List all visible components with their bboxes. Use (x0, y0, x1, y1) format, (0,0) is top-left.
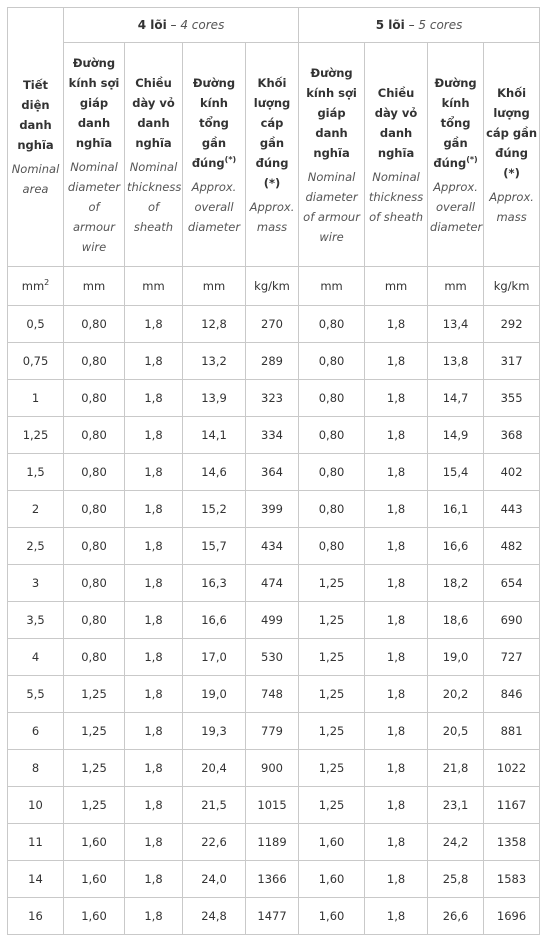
value-cell: 1,8 (125, 824, 183, 861)
value-cell: 1,25 (299, 787, 365, 824)
value-cell: 881 (484, 713, 540, 750)
c5-overall-vi-label: Đường kính tổng gần đúng(*) (433, 75, 478, 170)
unit-cell: kg/km (484, 267, 540, 306)
value-cell: 1,8 (365, 676, 428, 713)
value-cell: 0,80 (64, 306, 125, 343)
nominal-area-cell: 11 (8, 824, 64, 861)
value-cell: 1696 (484, 898, 540, 935)
value-cell: 19,3 (183, 713, 246, 750)
value-cell: 16,1 (428, 491, 484, 528)
value-cell: 14,7 (428, 380, 484, 417)
nominal-area-en-label: Nominal area (11, 162, 60, 196)
value-cell: 1,8 (125, 676, 183, 713)
value-cell: 1,8 (125, 750, 183, 787)
value-cell: 368 (484, 417, 540, 454)
value-cell: 1,8 (365, 639, 428, 676)
value-cell: 434 (246, 528, 299, 565)
value-cell: 900 (246, 750, 299, 787)
nominal-area-vi-label: Tiết diện danh nghĩa (17, 78, 54, 152)
value-cell: 26,6 (428, 898, 484, 935)
value-cell: 0,80 (64, 602, 125, 639)
value-cell: 18,2 (428, 565, 484, 602)
value-cell: 14,9 (428, 417, 484, 454)
units-row (8, 267, 540, 306)
value-cell: 1,8 (365, 417, 428, 454)
value-cell: 1,60 (299, 898, 365, 935)
value-cell: 15,7 (183, 528, 246, 565)
nominal-area-cell: 3 (8, 565, 64, 602)
value-cell: 1,8 (365, 343, 428, 380)
value-cell: 22,6 (183, 824, 246, 861)
value-cell: 779 (246, 713, 299, 750)
value-cell: 499 (246, 602, 299, 639)
value-cell: 1,25 (299, 676, 365, 713)
unit-cell: mm (125, 267, 183, 306)
nominal-area-cell: 1,5 (8, 454, 64, 491)
unit-area (8, 267, 64, 306)
nominal-area-cell: 2 (8, 491, 64, 528)
table-row (8, 380, 540, 417)
nominal-area-cell: 0,5 (8, 306, 64, 343)
c4-mass-vi-label: Khối lượng cáp gần đúng (*) (253, 75, 291, 190)
value-cell: 15,2 (183, 491, 246, 528)
unit-area-base: mm (21, 279, 45, 293)
value-cell: 748 (246, 676, 299, 713)
five-core-en: 5 cores (418, 18, 463, 32)
value-cell: 0,80 (64, 491, 125, 528)
c5-armour-diameter-header (299, 43, 365, 267)
value-cell: 292 (484, 306, 540, 343)
table-row (8, 676, 540, 713)
value-cell: 0,80 (64, 565, 125, 602)
nominal-area-cell: 8 (8, 750, 64, 787)
value-cell: 24,2 (428, 824, 484, 861)
value-cell: 1,8 (365, 861, 428, 898)
value-cell: 1,8 (125, 343, 183, 380)
cable-spec-table (7, 7, 540, 935)
value-cell: 1,8 (125, 380, 183, 417)
value-cell: 399 (246, 491, 299, 528)
value-cell: 1,60 (64, 824, 125, 861)
value-cell: 1,25 (299, 639, 365, 676)
value-cell: 1,60 (64, 898, 125, 935)
value-cell: 0,80 (64, 454, 125, 491)
value-cell: 1,8 (125, 861, 183, 898)
value-cell: 1,8 (125, 306, 183, 343)
table-row (8, 306, 540, 343)
nominal-area-cell: 14 (8, 861, 64, 898)
value-cell: 1,25 (299, 602, 365, 639)
value-cell: 1,8 (125, 713, 183, 750)
four-core-en: 4 cores (180, 18, 225, 32)
table-row (8, 602, 540, 639)
c5-overall-en-label: Approx. overall diameter (430, 179, 483, 234)
value-cell: 19,0 (428, 639, 484, 676)
unit-cell: mm (183, 267, 246, 306)
c4-armour-diameter-header (64, 43, 125, 267)
value-cell: 1,60 (299, 824, 365, 861)
c5-mass-en-label: Approx. mass (489, 189, 534, 224)
value-cell: 443 (484, 491, 540, 528)
value-cell: 16,3 (183, 565, 246, 602)
value-cell: 654 (484, 565, 540, 602)
table-row (8, 639, 540, 676)
value-cell: 0,80 (299, 380, 365, 417)
value-cell: 0,80 (299, 491, 365, 528)
table-row (8, 750, 540, 787)
value-cell: 1,8 (365, 565, 428, 602)
unit-cell: mm (64, 267, 125, 306)
nominal-area-cell: 0,75 (8, 343, 64, 380)
c4-armour-vi-label: Đường kính sợi giáp danh nghĩa (68, 55, 120, 150)
value-cell: 13,8 (428, 343, 484, 380)
value-cell: 0,80 (299, 454, 365, 491)
c4-armour-en-label: Nominal diameter of armour wire (67, 159, 121, 254)
value-cell: 14,1 (183, 417, 246, 454)
table-row (8, 491, 540, 528)
table-row (8, 861, 540, 898)
value-cell: 1167 (484, 787, 540, 824)
c5-mass-vi-label: Khối lượng cáp gần đúng (*) (486, 85, 538, 180)
value-cell: 1,8 (125, 417, 183, 454)
value-cell: 1,8 (365, 602, 428, 639)
c4-overall-diameter-header (183, 43, 246, 267)
value-cell: 20,4 (183, 750, 246, 787)
value-cell: 21,8 (428, 750, 484, 787)
c5-sheath-vi-label: Chiều dày vỏ danh nghĩa (374, 85, 418, 160)
table-row (8, 454, 540, 491)
value-cell: 0,80 (299, 528, 365, 565)
table-row (8, 713, 540, 750)
nominal-area-cell: 5,5 (8, 676, 64, 713)
value-cell: 0,80 (299, 343, 365, 380)
c4-mass-header (246, 43, 299, 267)
value-cell: 1,25 (299, 713, 365, 750)
unit-area-exponent: 2 (44, 278, 50, 288)
unit-cell: kg/km (246, 267, 299, 306)
c5-mass-header (484, 43, 540, 267)
value-cell: 1189 (246, 824, 299, 861)
value-cell: 1,8 (365, 491, 428, 528)
value-cell: 1,8 (125, 639, 183, 676)
value-cell: 1,8 (125, 454, 183, 491)
value-cell: 13,2 (183, 343, 246, 380)
value-cell: 1,8 (365, 306, 428, 343)
table-row (8, 898, 540, 935)
table-row (8, 417, 540, 454)
nominal-area-cell: 1,25 (8, 417, 64, 454)
value-cell: 1,25 (64, 713, 125, 750)
value-cell: 0,80 (64, 528, 125, 565)
value-cell: 1,25 (64, 676, 125, 713)
value-cell: 13,9 (183, 380, 246, 417)
value-cell: 1022 (484, 750, 540, 787)
c4-mass-en-label: Approx. mass (249, 199, 295, 234)
value-cell: 21,5 (183, 787, 246, 824)
value-cell: 530 (246, 639, 299, 676)
c4-overall-en-label: Approx. overall diameter (187, 179, 241, 234)
value-cell: 17,0 (183, 639, 246, 676)
unit-cell: mm (428, 267, 484, 306)
value-cell: 1583 (484, 861, 540, 898)
value-cell: 1,8 (365, 713, 428, 750)
value-cell: 24,8 (183, 898, 246, 935)
table-row (8, 343, 540, 380)
value-cell: 1358 (484, 824, 540, 861)
value-cell: 12,8 (183, 306, 246, 343)
table-row (8, 824, 540, 861)
value-cell: 0,80 (64, 417, 125, 454)
value-cell: 289 (246, 343, 299, 380)
value-cell: 1,8 (365, 454, 428, 491)
four-core-group-header: 4 lõi – 4 cores (64, 8, 299, 43)
value-cell: 0,80 (299, 417, 365, 454)
value-cell: 1,25 (299, 750, 365, 787)
nominal-area-cell: 4 (8, 639, 64, 676)
value-cell: 846 (484, 676, 540, 713)
value-cell: 0,80 (64, 380, 125, 417)
table-row (8, 565, 540, 602)
value-cell: 1477 (246, 898, 299, 935)
value-cell: 1,8 (365, 380, 428, 417)
value-cell: 16,6 (183, 602, 246, 639)
c4-sheath-en-label: Nominal thickness of sheath (127, 159, 182, 234)
nominal-area-cell: 2,5 (8, 528, 64, 565)
value-cell: 1,60 (299, 861, 365, 898)
value-cell: 1,8 (365, 787, 428, 824)
value-cell: 1,25 (64, 787, 125, 824)
value-cell: 20,5 (428, 713, 484, 750)
value-cell: 402 (484, 454, 540, 491)
value-cell: 1,8 (125, 787, 183, 824)
value-cell: 1,8 (365, 528, 428, 565)
c4-sheath-vi-label: Chiều dày vỏ danh nghĩa (132, 75, 175, 150)
c4-overall-vi-label: Đường kính tổng gần đúng(*) (191, 75, 237, 170)
value-cell: 23,1 (428, 787, 484, 824)
value-cell: 355 (484, 380, 540, 417)
value-cell: 24,0 (183, 861, 246, 898)
table-body (8, 267, 540, 935)
value-cell: 15,4 (428, 454, 484, 491)
nominal-area-cell: 10 (8, 787, 64, 824)
table-row (8, 787, 540, 824)
value-cell: 1,8 (125, 491, 183, 528)
five-core-vi: 5 lõi (375, 18, 405, 32)
value-cell: 1,8 (365, 750, 428, 787)
four-core-vi: 4 lõi (137, 18, 167, 32)
value-cell: 16,6 (428, 528, 484, 565)
value-cell: 13,4 (428, 306, 484, 343)
c5-armour-en-label: Nominal diameter of armour wire (303, 169, 360, 244)
value-cell: 690 (484, 602, 540, 639)
value-cell: 0,80 (64, 343, 125, 380)
c5-sheath-thickness-header (365, 43, 428, 267)
unit-cell: mm (299, 267, 365, 306)
value-cell: 727 (484, 639, 540, 676)
value-cell: 317 (484, 343, 540, 380)
value-cell: 1,8 (365, 898, 428, 935)
value-cell: 14,6 (183, 454, 246, 491)
nominal-area-cell: 3,5 (8, 602, 64, 639)
value-cell: 1,25 (299, 565, 365, 602)
value-cell: 25,8 (428, 861, 484, 898)
value-cell: 1,8 (125, 565, 183, 602)
value-cell: 1,8 (125, 528, 183, 565)
table-row (8, 528, 540, 565)
value-cell: 19,0 (183, 676, 246, 713)
c4-sheath-thickness-header (125, 43, 183, 267)
value-cell: 270 (246, 306, 299, 343)
c5-armour-vi-label: Đường kính sợi giáp danh nghĩa (306, 65, 357, 160)
value-cell: 364 (246, 454, 299, 491)
value-cell: 1,8 (365, 824, 428, 861)
value-cell: 474 (246, 565, 299, 602)
value-cell: 323 (246, 380, 299, 417)
five-core-group-header: 5 lõi – 5 cores (299, 8, 540, 43)
value-cell: 18,6 (428, 602, 484, 639)
value-cell: 1,8 (125, 602, 183, 639)
value-cell: 0,80 (64, 639, 125, 676)
value-cell: 1015 (246, 787, 299, 824)
value-cell: 1366 (246, 861, 299, 898)
value-cell: 0,80 (299, 306, 365, 343)
value-cell: 1,8 (125, 898, 183, 935)
nominal-area-cell: 6 (8, 713, 64, 750)
value-cell: 1,60 (64, 861, 125, 898)
c5-overall-diameter-header (428, 43, 484, 267)
value-cell: 1,25 (64, 750, 125, 787)
value-cell: 482 (484, 528, 540, 565)
nominal-area-cell: 16 (8, 898, 64, 935)
value-cell: 20,2 (428, 676, 484, 713)
value-cell: 334 (246, 417, 299, 454)
nominal-area-header (8, 8, 64, 267)
c5-sheath-en-label: Nominal thickness of sheath (368, 169, 424, 224)
nominal-area-cell: 1 (8, 380, 64, 417)
unit-cell: mm (365, 267, 428, 306)
